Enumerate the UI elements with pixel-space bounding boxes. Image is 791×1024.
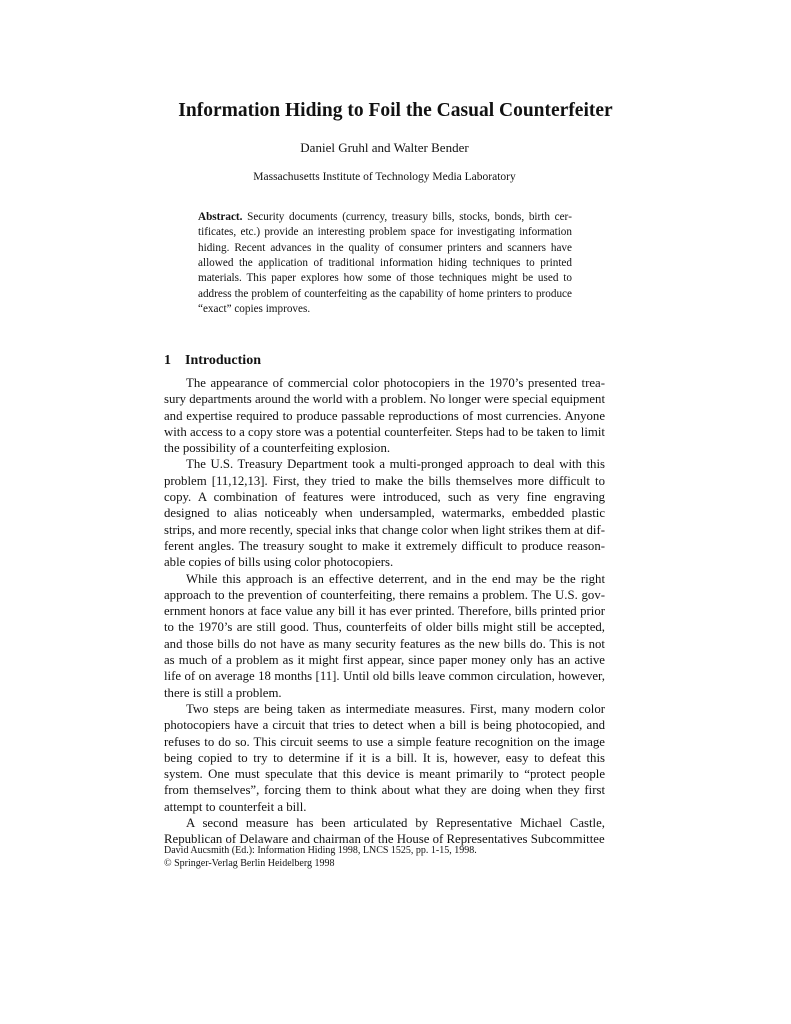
author-affiliation: Massachusetts Institute of Technology Media Laboratory bbox=[253, 171, 516, 183]
body-paragraph: Two steps are being taken as intermediate measures. First, many modern color photocopiers have a circuit that tries to detect when a bill is being photocopied, and refuses to do so. This circuit seems to use a simple feature recognition on the image being copied to try to determine if it is a bill. It is, however, easy to defeat this system. One must speculate that this device is meant primarily to “protect people from themselves”, forcing them to think about what they are doing when they first attempt to counterfeit a bill. bbox=[164, 701, 605, 814]
publication-footnote bbox=[164, 845, 477, 870]
paper-authors: Daniel Gruhl and Walter Bender bbox=[300, 140, 469, 155]
section-number: 1 bbox=[164, 353, 171, 368]
body-paragraph: While this approach is an effective deterrent, and in the end may be the right approach to the prevention of counterfeiting, there remains a problem. The U.S. government honors at face value any bill it has ever printed. Therefore, bills printed prior to the 1970’s are still good. Thus, counterfeits of older bills might still be accepted, and those bills do not have as many security features as the new bills do. This is not as much of a problem as it might first appear, since paper money only has an active life of on average 18 months [11]. Until old bills leave common circulation, however, there is still a problem. bbox=[164, 571, 605, 700]
abstract-text: Security documents (currency, treasury bills, stocks, bonds, birth certificates, etc.) provide an interesting problem space for investigating information hiding. Recent advances in the quality of consumer printers and scanners have allowed the application of traditional information hiding techniques to printed materials. This paper explores how some of those techniques might be used to address the problem of counterfeiting as the capability of home printers to produce “exact” copies improves. bbox=[198, 211, 573, 316]
abstract-label: Abstract. bbox=[198, 211, 243, 223]
footnote-citation: David Aucsmith (Ed.): Information Hiding 1998, LNCS 1525, pp. 1-15, 1998. bbox=[164, 845, 477, 856]
body-paragraph: A second measure has been articulated by Representative Michael Castle, Republican of Delaware and chairman of the House of Representatives Subcommittee bbox=[164, 816, 605, 847]
body-paragraph: The U.S. Treasury Department took a multi-pronged approach to deal with this problem [11,12,13]. First, they tried to make the bills themselves more difficult to copy. A combination of features were introduced, such as very fine engraving designed to alias noticeably when undersampled, watermarks, embedded plastic strips, and more recently, special inks that change color when light strikes them at different angles. The treasury sought to make it extremely difficult to produce reasonable copies of bills using color photocopiers. bbox=[164, 457, 605, 570]
footnote-copyright: © Springer-Verlag Berlin Heidelberg 1998 bbox=[164, 857, 335, 869]
section-body bbox=[164, 375, 605, 848]
section-heading bbox=[164, 353, 261, 369]
body-paragraph: The appearance of commercial color photocopiers in the 1970’s presented treasury departments around the world with a problem. No longer were special equipment and expertise required to produce passable reproductions of most currencies. Anyone with access to a copy store was a potential counterfeiter. Steps had to be taken to limit the possibility of a counterfeiting explosion. bbox=[164, 376, 606, 456]
abstract bbox=[198, 210, 572, 317]
section-title: Introduction bbox=[185, 353, 261, 368]
paper-title: Information Hiding to Foil the Casual Counterfeiter bbox=[178, 100, 613, 121]
